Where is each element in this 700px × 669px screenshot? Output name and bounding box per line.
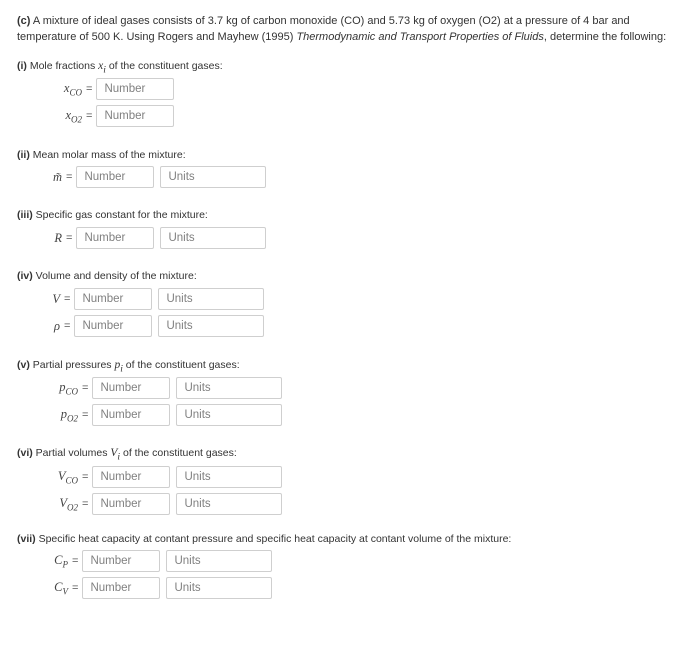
v-o2-units-input[interactable] xyxy=(176,493,282,515)
row-cv: $C_V$ = Number Units xyxy=(40,577,272,599)
v-co-units-input[interactable] xyxy=(176,466,282,488)
x-co-number-input[interactable] xyxy=(96,78,174,100)
row-p-o2: $p_{O2}$ = Number Units xyxy=(40,404,282,426)
symbol-p-o2: $p_{O2}$ xyxy=(60,406,78,424)
symbol-v: V xyxy=(52,291,60,306)
symbol-v-o2: $V_{O2}$ xyxy=(59,495,78,513)
cp-units-input[interactable] xyxy=(166,550,272,572)
rho-units-input[interactable] xyxy=(158,315,264,337)
symbol-rho: ρ xyxy=(54,318,60,333)
row-cp: $C_P$ = Number Units xyxy=(40,550,272,572)
symbol-v-co: $V_{CO}$ xyxy=(57,468,78,486)
symbol-molar-mass: m̃ xyxy=(52,169,62,184)
cp-number-input[interactable] xyxy=(82,550,160,572)
v-number-input[interactable] xyxy=(74,288,152,310)
statement-text-1: A mixture of ideal gases consists of 3.7 kg of carbon monoxide (CO) and 5.73 kg of oxygen (O2) at a pressure of 4 bar and temperature of 500 K. Using Rogers and Mayhew (1995) xyxy=(17,15,630,43)
symbol-cp: $C_P$ xyxy=(54,552,68,570)
v-co-number-input[interactable] xyxy=(92,466,170,488)
p-co-number-input[interactable] xyxy=(92,377,170,399)
p-o2-number-input[interactable] xyxy=(92,404,170,426)
reference-title: Thermodynamic and Transport Properties of Fluids xyxy=(296,31,544,43)
question-heat-capacities: (vii) Specific heat capacity at contant pressure and specific heat capacity at contant volume of the mixture: xyxy=(17,533,512,545)
symbol-x-o2: $x_{O2}$ xyxy=(65,107,82,125)
row-p-co: $p_{CO}$ = Number Units xyxy=(40,377,282,399)
row-gas-constant: R = Number Units xyxy=(40,227,266,249)
question-mole-fractions: (i) Mole fractions $x_i$ of the constituent gases: xyxy=(17,60,223,76)
cv-units-input[interactable] xyxy=(166,577,272,599)
problem-statement xyxy=(17,13,689,45)
row-molar-mass: m̃ = Number Units xyxy=(40,166,266,188)
v-o2-number-input[interactable] xyxy=(92,493,170,515)
row-v-o2: $V_{O2}$ = Number Units xyxy=(40,493,282,515)
part-label: (c) xyxy=(17,15,31,27)
symbol-r: R xyxy=(54,230,62,245)
question-mean-molar-mass: (ii) Mean molar mass of the mixture: xyxy=(17,149,186,161)
molar-mass-number-input[interactable] xyxy=(76,166,154,188)
x-o2-number-input[interactable] xyxy=(96,105,174,127)
question-gas-constant: (iii) Specific gas constant for the mixture: xyxy=(17,209,208,221)
v-units-input[interactable] xyxy=(158,288,264,310)
r-units-input[interactable] xyxy=(160,227,266,249)
p-co-units-input[interactable] xyxy=(176,377,282,399)
r-number-input[interactable] xyxy=(76,227,154,249)
row-volume: V = Number Units xyxy=(40,288,264,310)
symbol-x-co: $x_{CO}$ xyxy=(63,80,82,98)
symbol-cv: $C_V$ xyxy=(54,579,68,597)
rho-number-input[interactable] xyxy=(74,315,152,337)
row-x-o2: $x_{O2}$ = Number xyxy=(40,105,174,127)
symbol-p-co: $p_{CO}$ xyxy=(59,379,78,397)
cv-number-input[interactable] xyxy=(82,577,160,599)
row-x-co: $x_{CO}$ = Number xyxy=(40,78,174,100)
molar-mass-units-input[interactable] xyxy=(160,166,266,188)
question-partial-pressures: (v) Partial pressures $p_i$ of the constituent gases: xyxy=(17,359,240,375)
statement-text-2: , determine the following: xyxy=(543,31,667,43)
row-density: ρ = Number Units xyxy=(40,315,264,337)
p-o2-units-input[interactable] xyxy=(176,404,282,426)
question-volume-density: (iv) Volume and density of the mixture: xyxy=(17,270,197,282)
row-v-co: $V_{CO}$ = Number Units xyxy=(40,466,282,488)
question-partial-volumes: (vi) Partial volumes $V_i$ of the constituent gases: xyxy=(17,447,237,463)
